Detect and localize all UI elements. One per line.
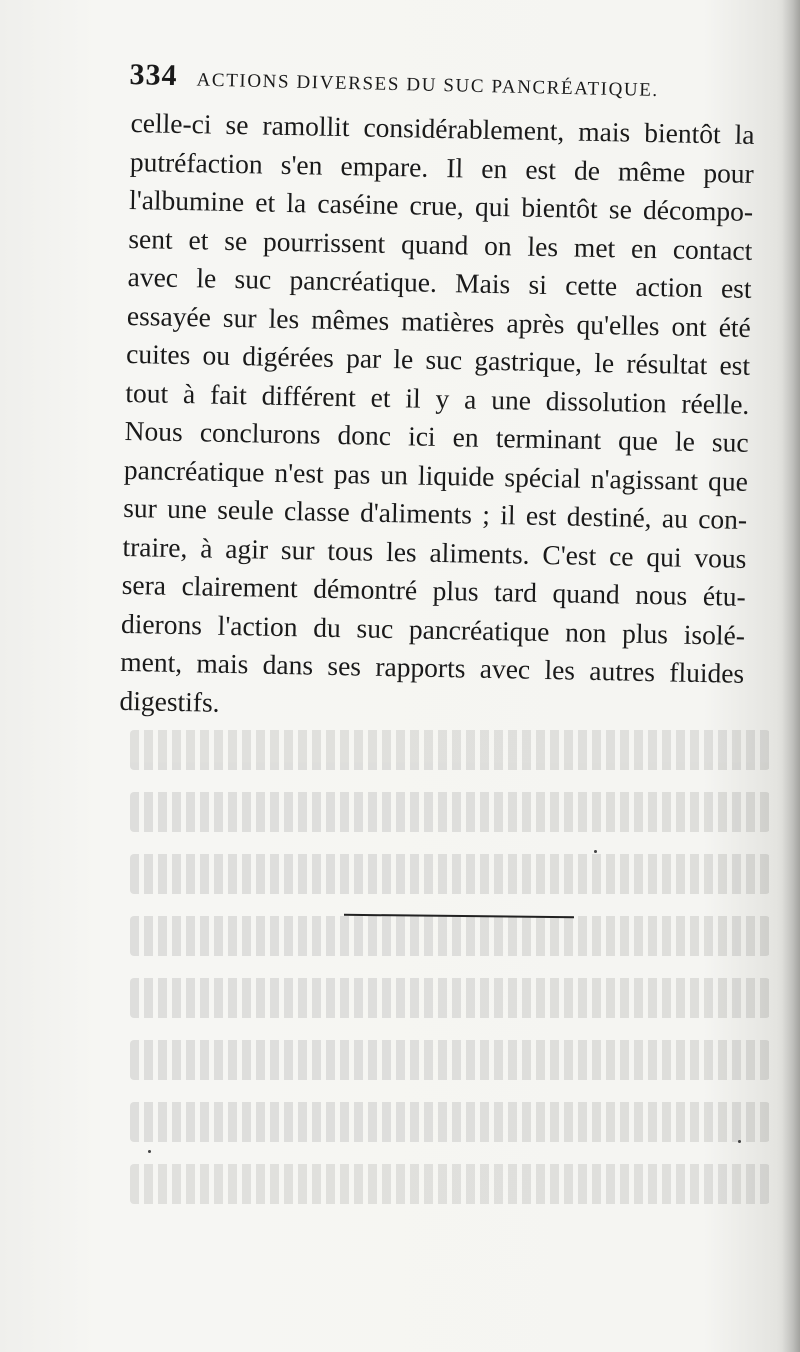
text-line: sera clairement démontré plus tard quand nous étu-	[121, 568, 746, 612]
text-line: dierons l'action du suc pancréatique non plus isolé-	[120, 607, 746, 651]
text-line: digestifs.	[119, 684, 220, 718]
body-paragraph	[119, 104, 755, 732]
text-line: celle-ci se ramollit considérablement, mais bientôt la	[130, 106, 755, 150]
ink-speck	[148, 1150, 151, 1153]
text-line: putréfaction s'en empare. Il en est de même pour	[129, 145, 755, 189]
text-line: traire, à agir sur tous les aliments. C'est ce qui vous	[122, 530, 747, 574]
text-line: l'albumine et la caséine crue, qui bientôt se décompo-	[128, 183, 754, 227]
page-header	[129, 58, 690, 111]
ink-speck	[738, 1140, 741, 1143]
show-through-text	[130, 730, 770, 1290]
text-line: pancréatique n'est pas un liquide spécial n'agissant que	[123, 453, 749, 497]
text-line: tout à fait différent et il y a une dissolution réelle.	[125, 376, 750, 420]
text-line: sur une seule classe d'aliments ; il est destiné, au con-	[122, 491, 748, 535]
running-head: ACTIONS DIVERSES DU SUC PANCRÉATIQUE.	[196, 69, 660, 102]
text-line: ment, mais dans ses rapports avec les autres fluides	[119, 645, 745, 689]
text-line: sent et se pourrissent quand on les met en contact	[128, 222, 753, 266]
ink-speck	[594, 850, 597, 853]
text-line: avec le suc pancréatique. Mais si cette action est	[127, 260, 752, 304]
page-number: 334	[129, 58, 178, 93]
text-line: Nous conclurons donc ici en terminant que le suc	[124, 414, 749, 458]
text-line: essayée sur les mêmes matières après qu'elles ont été	[126, 299, 752, 343]
text-line: cuites ou digérées par le suc gastrique, le résultat est	[125, 337, 751, 381]
page-edge-shadow	[782, 0, 800, 1352]
